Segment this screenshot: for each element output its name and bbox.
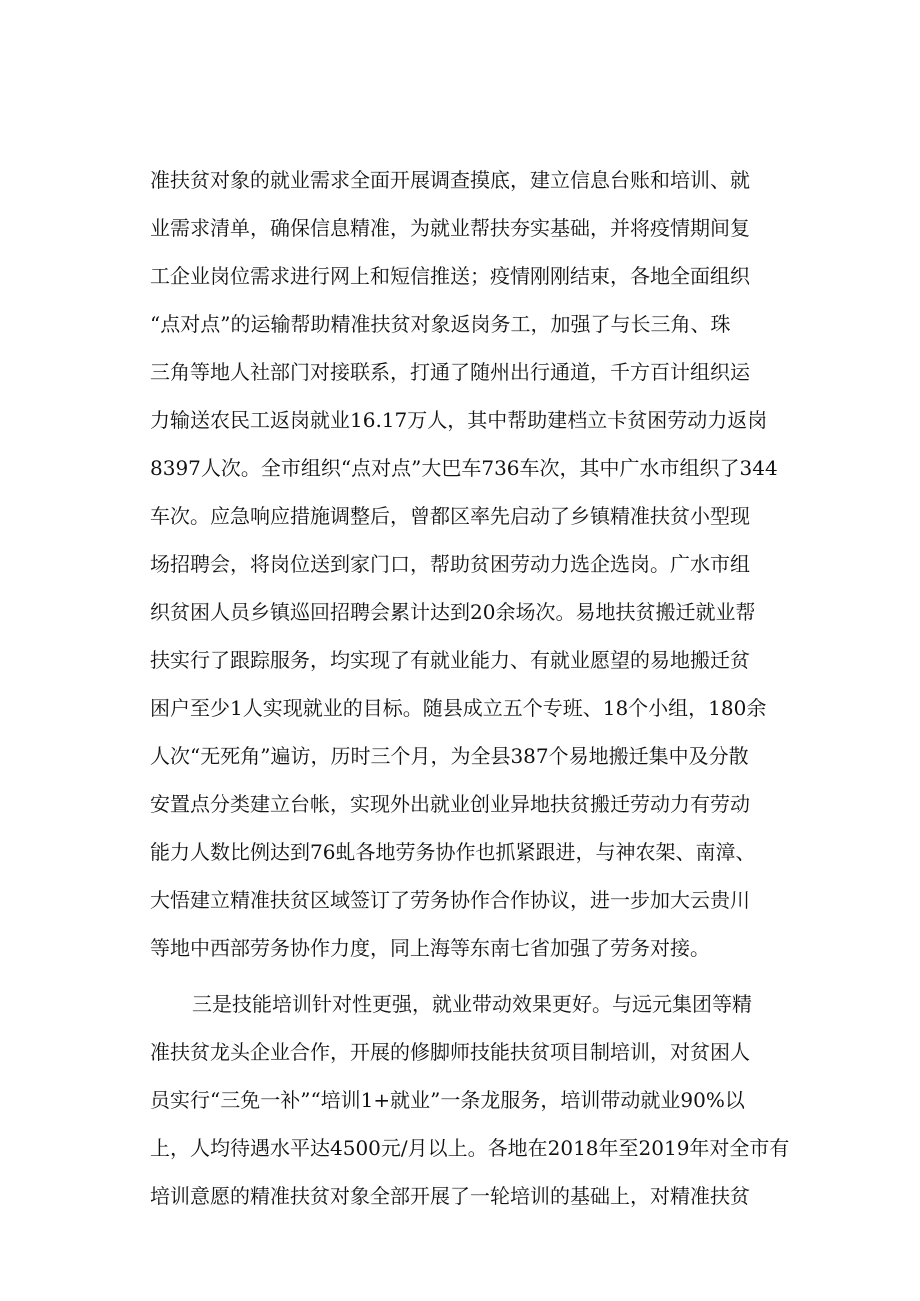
paragraph-1-line-13: 人次“无死角”遍访，历时三个月，为全县387个易地搬迁集中及分散 <box>150 744 749 768</box>
paragraph-1-line-15: 能力人数比例达到76虬各地劳务协作也抓紧跟进，与神农架、南漳、 <box>150 840 756 864</box>
paragraph-2-line-1: 三是技能培训针对性更强，就业带动效果更好。与远元集团等精 <box>192 992 752 1016</box>
paragraph-1-line-11: 扶实行了跟踪服务，均实现了有就业能力、有就业愿望的易地搬迁贫 <box>150 648 750 672</box>
paragraph-1-line-4: “点对点”的运输帮助精准扶贫对象返岗务工，加强了与长三角、珠 <box>150 312 731 336</box>
paragraph-1-line-17: 等地中西部劳务协作力度，同上海等东南七省加强了劳务对接。 <box>150 936 710 960</box>
paragraph-2-line-4: 上，人均待遇水平达4500元/月以上。各地在2018年至2019年对全市有 <box>150 1136 790 1160</box>
paragraph-1-line-6: 力输送农民工返岗就业16.17万人，其中帮助建档立卡贫困劳动力返岗 <box>150 408 768 432</box>
paragraph-1-line-12: 困户至少1人实现就业的目标。随县成立五个专班、18个小组，180余 <box>150 696 767 720</box>
paragraph-1-line-2: 业需求清单，确保信息精准，为就业帮扶夯实基础，并将疫情期间复 <box>150 216 750 240</box>
paragraph-1-line-16: 大悟建立精准扶贫区域签订了劳务协作合作协议，进一步加大云贵川 <box>150 888 750 912</box>
paragraph-1-line-1: 准扶贫对象的就业需求全面开展调查摸底，建立信息台账和培训、就 <box>150 168 750 192</box>
paragraph-1-line-5: 三角等地人社部门对接联系，打通了随州出行通道，千方百计组织运 <box>150 360 750 384</box>
paragraph-2-line-3: 员实行“三免一补”“培训1+就业”一条龙服务，培训带动就业90%以 <box>150 1088 745 1112</box>
paragraph-2-line-2: 准扶贫龙头企业合作，开展的修脚师技能扶贫项目制培训，对贫困人 <box>150 1040 750 1064</box>
paragraph-1-line-14: 安置点分类建立台帐，实现外出就业创业异地扶贫搬迁劳动力有劳动 <box>150 792 750 816</box>
paragraph-1-line-9: 场招聘会，将岗位送到家门口，帮助贫困劳动力选企选岗。广水市组 <box>150 552 750 576</box>
paragraph-1-line-10: 织贫困人员乡镇巡回招聘会累计达到20余场次。易地扶贫搬迁就业帮 <box>150 600 756 624</box>
paragraph-1-line-3: 工企业岗位需求进行网上和短信推送；疫情刚刚结束，各地全面组织 <box>150 264 750 288</box>
paragraph-2-line-5: 培训意愿的精准扶贫对象全部开展了一轮培训的基础上，对精准扶贫 <box>150 1184 750 1208</box>
paragraph-1-line-7: 8397人次。全市组织“点对点”大巴车736车次，其中广水市组织了344 <box>150 456 778 480</box>
paragraph-1-line-8: 车次。应急响应措施调整后，曾都区率先启动了乡镇精准扶贫小型现 <box>150 504 750 528</box>
